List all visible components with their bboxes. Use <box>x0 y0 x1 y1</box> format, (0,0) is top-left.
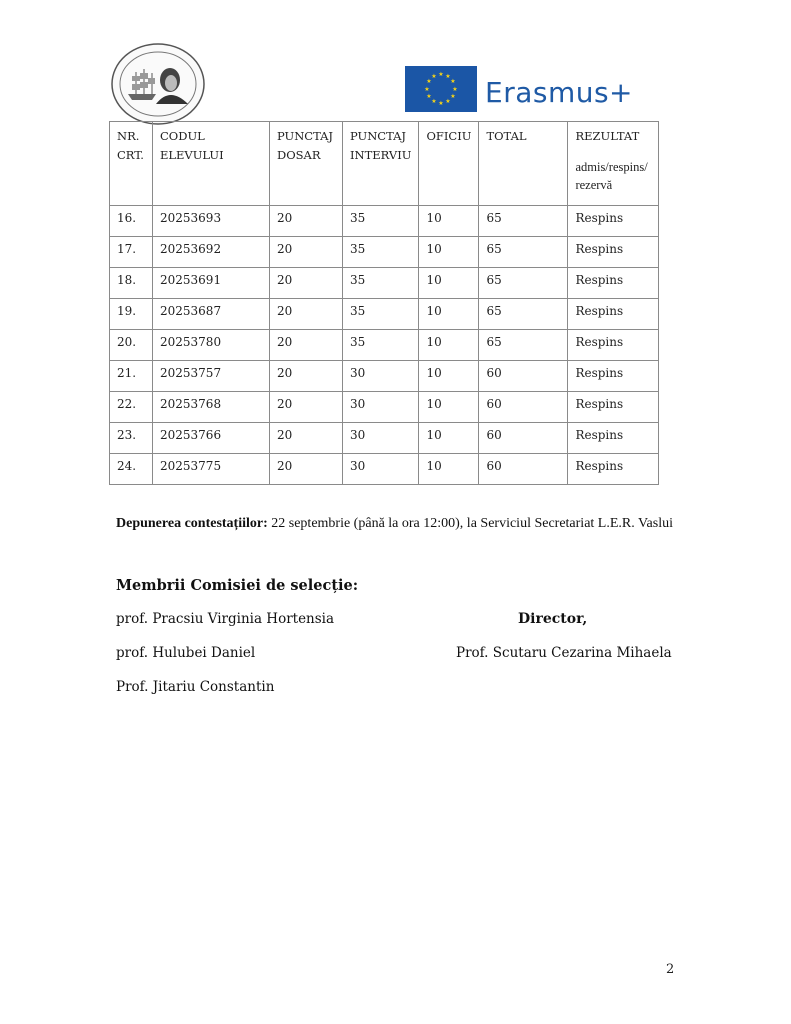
table-row <box>110 299 659 330</box>
cell-cod: 20253780 <box>153 330 270 361</box>
cell-interviu: 30 <box>343 423 419 454</box>
header-rezultat-label: REZULTAT <box>575 129 640 143</box>
cell-interviu: 30 <box>343 361 419 392</box>
cell-oficiu: 10 <box>419 361 479 392</box>
page-number: 2 <box>666 962 675 977</box>
cell-dosar: 20 <box>270 361 343 392</box>
header-oficiu: OFICIU <box>419 122 479 206</box>
svg-text:★: ★ <box>431 73 437 80</box>
cell-interviu: 35 <box>343 299 419 330</box>
table-row <box>110 206 659 237</box>
cell-oficiu: 10 <box>419 299 479 330</box>
cell-nr: 22. <box>110 392 153 423</box>
cell-total: 65 <box>479 206 568 237</box>
table-row <box>110 361 659 392</box>
eu-flag-icon <box>405 66 477 112</box>
cell-rezultat: Respins <box>568 423 659 454</box>
results-table <box>109 121 659 485</box>
cell-nr: 18. <box>110 268 153 299</box>
cell-cod: 20253691 <box>153 268 270 299</box>
header-rezultat <box>568 122 659 206</box>
cell-dosar: 20 <box>270 330 343 361</box>
appeals-deadline-note <box>116 516 673 532</box>
cell-total: 65 <box>479 330 568 361</box>
committee-member: prof. Pracsiu Virginia Hortensia <box>116 611 335 627</box>
cell-dosar: 20 <box>270 268 343 299</box>
cell-nr: 20. <box>110 330 153 361</box>
cell-interviu: 35 <box>343 330 419 361</box>
school-seal-logo <box>108 42 208 126</box>
cell-cod: 20253768 <box>153 392 270 423</box>
cell-cod: 20253766 <box>153 423 270 454</box>
cell-nr: 16. <box>110 206 153 237</box>
table-row <box>110 268 659 299</box>
svg-text:★: ★ <box>452 86 458 93</box>
cell-oficiu: 10 <box>419 237 479 268</box>
cell-oficiu: 10 <box>419 268 479 299</box>
svg-text:★: ★ <box>445 98 451 105</box>
cell-total: 60 <box>479 423 568 454</box>
cell-rezultat: Respins <box>568 454 659 485</box>
svg-text:★: ★ <box>431 98 437 105</box>
cell-total: 60 <box>479 392 568 423</box>
cell-dosar: 20 <box>270 392 343 423</box>
table-row <box>110 392 659 423</box>
cell-dosar: 20 <box>270 454 343 485</box>
cell-interviu: 35 <box>343 206 419 237</box>
cell-total: 65 <box>479 268 568 299</box>
appeals-deadline-text: 22 septembrie (până la ora 12:00), la Serviciul Secretariat L.E.R. Vaslui <box>267 516 673 531</box>
cell-oficiu: 10 <box>419 423 479 454</box>
svg-text:★: ★ <box>424 86 430 93</box>
table-header-row <box>110 122 659 206</box>
director-title: Director, <box>518 611 588 627</box>
table-row <box>110 423 659 454</box>
committee-member: Prof. Jitariu Constantin <box>116 679 275 695</box>
cell-cod: 20253687 <box>153 299 270 330</box>
cell-nr: 19. <box>110 299 153 330</box>
cell-oficiu: 10 <box>419 454 479 485</box>
header-total: TOTAL <box>479 122 568 206</box>
svg-text:★: ★ <box>426 78 432 85</box>
cell-interviu: 35 <box>343 268 419 299</box>
cell-oficiu: 10 <box>419 330 479 361</box>
table-row <box>110 237 659 268</box>
cell-total: 60 <box>479 361 568 392</box>
cell-rezultat: Respins <box>568 299 659 330</box>
cell-rezultat: Respins <box>568 361 659 392</box>
cell-nr: 21. <box>110 361 153 392</box>
header-nr-crt: NR. CRT. <box>110 122 153 206</box>
committee-member: prof. Hulubei Daniel <box>116 645 256 661</box>
header-rezultat-options: admis/respins/ rezervă <box>575 160 648 192</box>
cell-cod: 20253693 <box>153 206 270 237</box>
appeals-deadline-label: Depunerea contestațiilor: <box>116 516 268 531</box>
cell-total: 65 <box>479 237 568 268</box>
cell-cod: 20253692 <box>153 237 270 268</box>
cell-oficiu: 10 <box>419 392 479 423</box>
svg-text:★: ★ <box>426 93 432 100</box>
cell-interviu: 30 <box>343 392 419 423</box>
svg-text:★: ★ <box>450 78 456 85</box>
cell-interviu: 30 <box>343 454 419 485</box>
director-name: Prof. Scutaru Cezarina Mihaela <box>456 645 672 661</box>
cell-oficiu: 10 <box>419 206 479 237</box>
cell-total: 60 <box>479 454 568 485</box>
cell-dosar: 20 <box>270 423 343 454</box>
svg-text:★: ★ <box>450 93 456 100</box>
cell-rezultat: Respins <box>568 392 659 423</box>
cell-dosar: 20 <box>270 206 343 237</box>
cell-dosar: 20 <box>270 299 343 330</box>
erasmus-plus-logo <box>405 66 640 112</box>
header-punctaj-interviu: PUNCTAJ INTERVIU <box>343 122 419 206</box>
cell-rezultat: Respins <box>568 330 659 361</box>
cell-cod: 20253757 <box>153 361 270 392</box>
header-punctaj-dosar: PUNCTAJ DOSAR <box>270 122 343 206</box>
table-row <box>110 454 659 485</box>
svg-text:★: ★ <box>438 71 444 78</box>
cell-rezultat: Respins <box>568 237 659 268</box>
cell-nr: 23. <box>110 423 153 454</box>
cell-dosar: 20 <box>270 237 343 268</box>
erasmus-wordmark: Erasmus+ <box>485 76 634 109</box>
svg-text:★: ★ <box>445 73 451 80</box>
cell-nr: 17. <box>110 237 153 268</box>
header-cod-elev: CODUL ELEVULUI <box>153 122 270 206</box>
cell-cod: 20253775 <box>153 454 270 485</box>
committee-title: Membrii Comisiei de selecție: <box>116 577 359 594</box>
table-row <box>110 330 659 361</box>
cell-total: 65 <box>479 299 568 330</box>
cell-rezultat: Respins <box>568 268 659 299</box>
cell-interviu: 35 <box>343 237 419 268</box>
cell-rezultat: Respins <box>568 206 659 237</box>
svg-text:★: ★ <box>438 100 444 107</box>
cell-nr: 24. <box>110 454 153 485</box>
